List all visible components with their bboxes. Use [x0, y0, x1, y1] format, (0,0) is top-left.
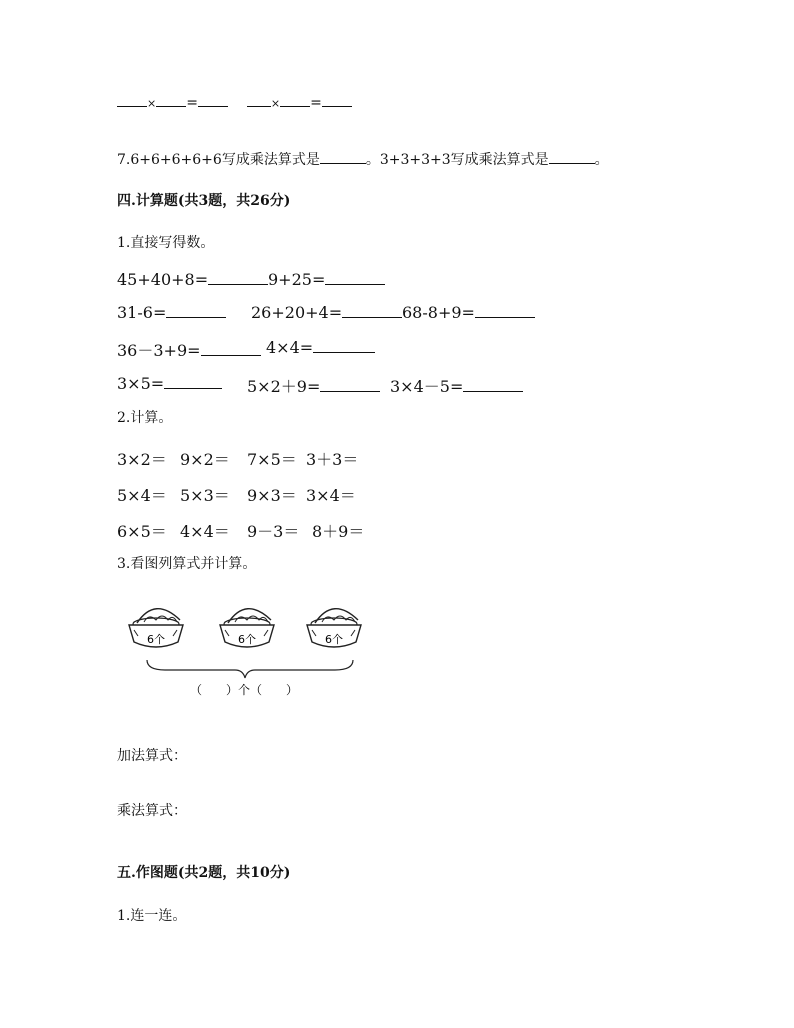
basket-label: 6个 — [325, 633, 343, 646]
arithmetic-item: 45+40+8= — [117, 270, 268, 289]
answer-blank[interactable] — [198, 94, 228, 107]
curly-brace — [147, 660, 353, 678]
arithmetic-item: 31-6= — [117, 303, 226, 322]
calc-item: 9－3＝ — [247, 522, 300, 541]
answer-blank[interactable] — [320, 379, 380, 392]
question-text: 3+3+3+3写成乘法算式是 — [379, 152, 549, 168]
calc-item: 6×5＝ — [117, 522, 167, 541]
calc-item: 8＋9＝ — [312, 522, 365, 541]
calc-item: 9×2＝ — [180, 450, 230, 469]
question-3-title: 3.看图列算式并计算。 — [117, 556, 257, 572]
addition-formula-label: 加法算式： — [117, 748, 187, 764]
arithmetic-item: 26+20+4= — [251, 303, 402, 322]
question-text: 7.6+6+6+6+6写成乘法算式是 — [117, 152, 320, 168]
multiplication-formula-label: 乘法算式： — [117, 803, 187, 819]
question-2-title: 2.计算。 — [117, 410, 173, 426]
answer-blank[interactable] — [208, 272, 268, 285]
calc-item: 3×2＝ — [117, 450, 167, 469]
equals-sign: = — [186, 95, 198, 111]
question-7 — [117, 151, 609, 169]
basket-2 — [220, 609, 274, 647]
answer-blank[interactable] — [156, 94, 186, 107]
punctuation: 。 — [365, 152, 380, 168]
arithmetic-item: 36－3+9= — [117, 338, 261, 361]
calc-item: 5×3＝ — [180, 486, 230, 505]
answer-blank[interactable] — [164, 376, 222, 389]
arithmetic-item: 3×4－5= — [390, 374, 523, 397]
question-connect-title: 1.连一连。 — [117, 908, 187, 924]
section-5-heading: 五.作图题(共2题，共10分) — [117, 865, 291, 881]
blank-equation-row — [117, 94, 352, 113]
calc-item: 3＋3＝ — [306, 450, 359, 469]
times-sign: × — [270, 97, 281, 110]
calc-item: 9×3＝ — [247, 486, 297, 505]
section-4-heading: 四.计算题(共3题，共26分) — [117, 193, 291, 209]
basket-1 — [129, 609, 183, 647]
answer-blank[interactable] — [280, 94, 310, 107]
arithmetic-item: 5×2＋9= — [247, 374, 380, 397]
answer-blank[interactable] — [342, 305, 402, 318]
basket-3 — [307, 609, 361, 647]
basket-label: 6个 — [147, 633, 165, 646]
punctuation: 。 — [594, 152, 609, 168]
answer-blank[interactable] — [117, 94, 147, 107]
answer-blank[interactable] — [320, 151, 366, 164]
arithmetic-item: 68-8+9= — [402, 303, 535, 322]
answer-blank[interactable] — [247, 94, 271, 107]
answer-blank[interactable] — [166, 305, 226, 318]
equals-sign: = — [310, 95, 322, 111]
times-sign: × — [147, 97, 157, 110]
answer-blank[interactable] — [313, 340, 375, 353]
calc-item: 5×4＝ — [117, 486, 167, 505]
answer-blank[interactable] — [325, 272, 385, 285]
calc-item: 7×5＝ — [247, 450, 297, 469]
brace-caption: （ ）个（ ） — [190, 683, 299, 697]
calc-item: 4×4＝ — [180, 522, 230, 541]
answer-blank[interactable] — [201, 343, 261, 356]
answer-blank[interactable] — [463, 379, 523, 392]
basket-illustration — [125, 598, 370, 708]
calc-item: 3×4＝ — [306, 486, 356, 505]
arithmetic-item: 3×5= — [117, 374, 222, 393]
basket-label: 6个 — [238, 633, 256, 646]
arithmetic-item: 9+25= — [268, 270, 385, 289]
arithmetic-item: 4×4= — [266, 338, 375, 357]
question-1-title: 1.直接写得数。 — [117, 235, 215, 251]
answer-blank[interactable] — [322, 94, 352, 107]
answer-blank[interactable] — [549, 151, 595, 164]
answer-blank[interactable] — [475, 305, 535, 318]
